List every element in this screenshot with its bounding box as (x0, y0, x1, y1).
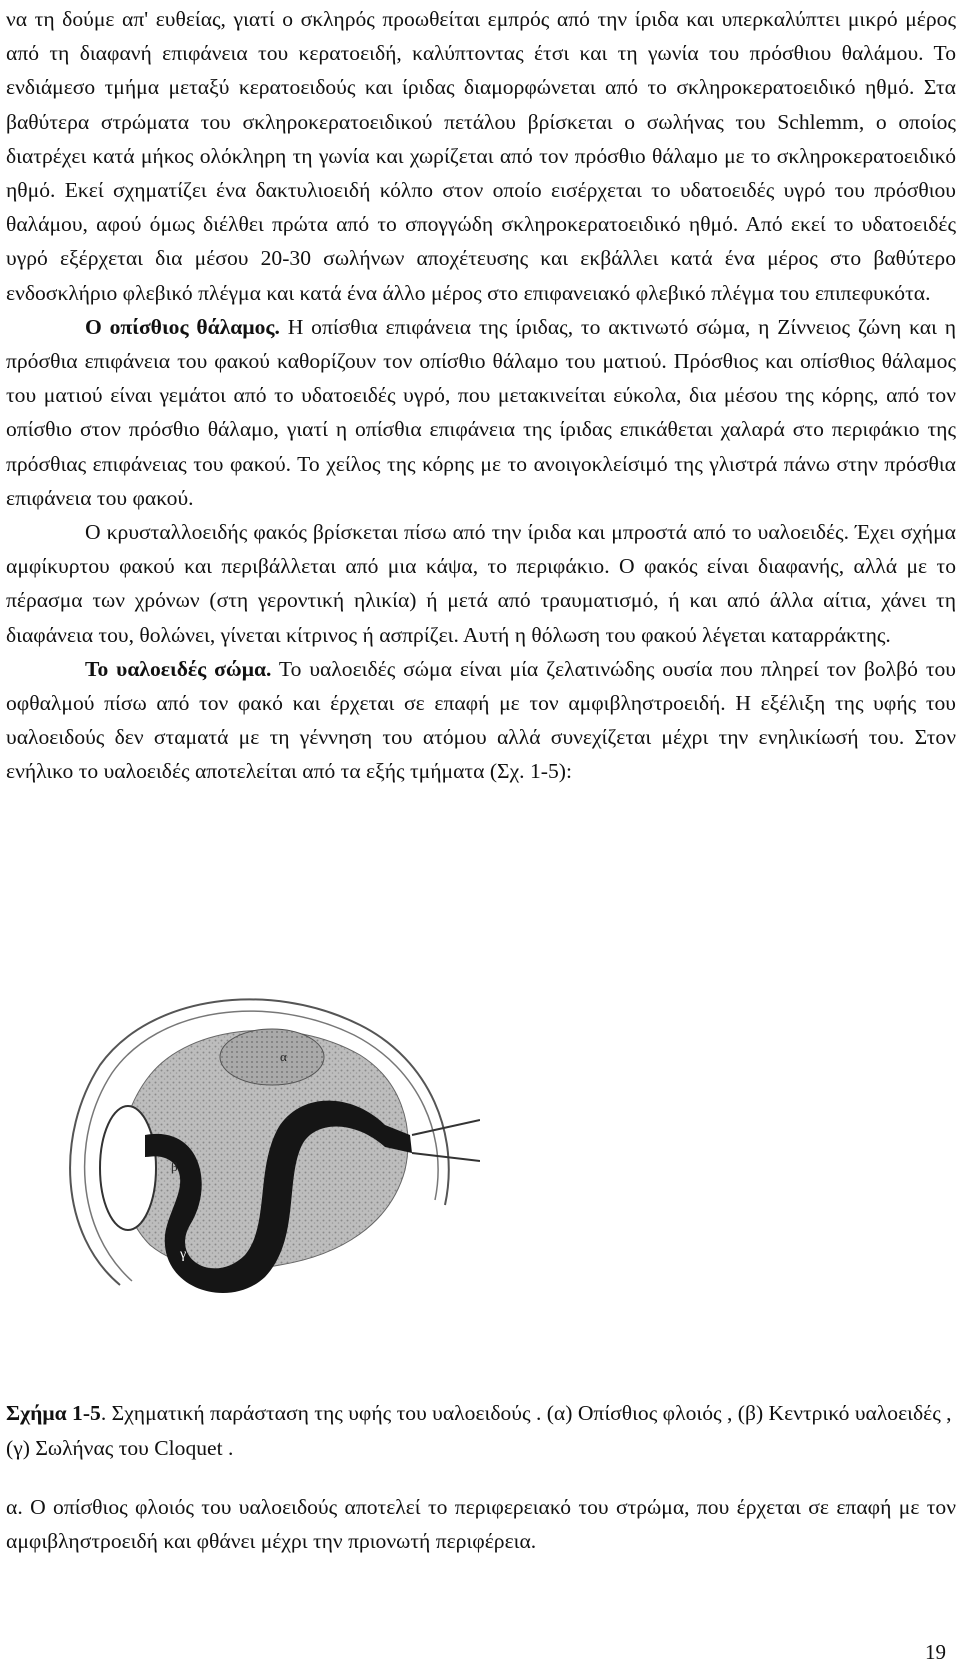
paragraph-lens: Ο κρυσταλλοειδής φακός βρίσκεται πίσω από την ίριδα και μπροστά από το υαλοειδές. Έχει σχήμα αμφίκυρτου φακού και περιβάλλεται από μια κάψα, το περιφάκιο. Ο φακός είναι διαφανής, αλλά με το πέρασμα των χρόνων (στη γεροντική ηλικία) ή μετά από τραυματισμό, ή και από άλλα αίτια, χάνει τη διαφάνεια του, θολώνει, γίνεται κίτρινος ή ασπρίζει. Αυτή η θόλωση του φακού λέγεται καταρράκτης. (6, 520, 956, 647)
heading-vitreous-body: Το υαλοειδές σώμα. (85, 656, 272, 681)
caption-text: . Σχηματική παράσταση της υφής του υαλοειδούς . (α) Οπίσθιος φλοιός , (β) Κεντρικό υαλοειδές ,(γ) Σωλήνας του Cloquet . (6, 1401, 952, 1460)
label-beta: β (171, 1159, 178, 1174)
paragraph-vitreous-body (6, 652, 956, 789)
body-text (6, 2, 956, 789)
caption-label: Σχήμα 1-5 (6, 1401, 101, 1425)
label-alpha: α (280, 1049, 287, 1064)
posterior-chamber-text: Η οπίσθια επιφάνεια της ίριδας, το ακτινωτό σώμα, η Ζίννειος ζώνη και η πρόσθια επιφάνεια του φακού καθορίζουν τον οπίσθιο θάλαμο του ματιού. Πρόσθιος και οπίσθιος θάλαμος του ματιού είναι γεμάτοι από το υδατοειδές υγρό, που μετακινείται εύκολα, δια μέσου της κόρης, από τον οπίσθιο στον πρόσθιο θάλαμο, γιατί η οπίσθια επιφάνεια της ίριδας επικάθεται χαλαρά στο περιφάκιο της πρόσθιας επιφάνειας του φακού. Το χείλος της κόρης με το ανοιγοκλείσιμό της γλιστρά πάνω στην πρόσθια επιφάνεια του φακού. (6, 314, 956, 510)
lens (100, 1106, 156, 1230)
heading-posterior-chamber: Ο οπίσθιος θάλαμος. (85, 314, 280, 339)
posterior-cortex-region (220, 1029, 324, 1085)
figure-caption (6, 1396, 956, 1466)
vitreous-structure-figure (40, 985, 480, 1345)
page-number: 19 (925, 1640, 946, 1664)
list-item-posterior-cortex: α. Ο οπίσθιος φλοιός του υαλοειδούς αποτελεί το περιφερειακό του στρώμα, που έρχεται σε επαφή με τον αμφιβληστροειδή και φθάνει μέχρι την πριονωτή περιφέρεια. (6, 1495, 956, 1553)
vitreous-body-text: Το υαλοειδές σώμα είναι μία ζελατινώδης ουσία που πληρεί τον βολβό του οφθαλμού πίσω από τον φακό και έρχεται σε επαφή με τον αμφιβληστροειδή. Η εξέλιξη της υφής του υαλοειδούς δεν σταματά με τη γέννηση του ατόμου αλλά συνεχίζεται μέχρι την ενηλικίωσή του. Στον ενήλικο το υαλοειδές αποτελείται από τα εξής τμήματα (Σχ. 1-5): (6, 656, 957, 784)
paragraph-anterior-chamber-angle: να τη δούμε απ' ευθείας, γιατί ο σκληρός προωθείται εμπρός από την ίριδα και υπερκαλύπτει μικρό μέρος από τη διαφανή επιφάνεια του κερατοειδή, καλύπτοντας έτσι και τη γωνία του πρόσθιου θαλάμου. Το ενδιάμεσο τμήμα μεταξύ κερατοειδούς και ίριδας διαμορφώνεται από το σκληροκερατοειδικό ηθμό. Στα βαθύτερα στρώματα του σκληροκερατοειδικού πετάλου βρίσκεται ο σωλήνας του Schlemm, ο οποίος διατρέχει κατά μήκος ολόκληρη τη γωνία και χωρίζεται από τον πρόσθιο θάλαμο με το σκληροκερατοειδικό ηθμό. Εκεί σχηματίζει ένα δακτυλιοειδή κόλπο στον οποίο εισέρχεται το υδατοειδές υγρό του πρόσθιου θαλάμου, αφού όμως διέλθει πρώτα από το σπογγώδη σκληροκερατοειδικό ηθμό. Από εκεί το υδατοειδές υγρό εξέρχεται δια μέσου 20-30 σωλήνων αποχέτευσης και εκβάλλει κατά ένα μέρος στο βαθύτερο ενδοσκλήριο φλεβικό πλέγμα και κατά ένα άλλο μέρος στο επιφανειακό φλεβικό πλέγμα του επιπεφυκότα. (6, 7, 956, 305)
label-gamma: γ (180, 1247, 187, 1262)
paragraph-posterior-chamber (6, 310, 956, 515)
